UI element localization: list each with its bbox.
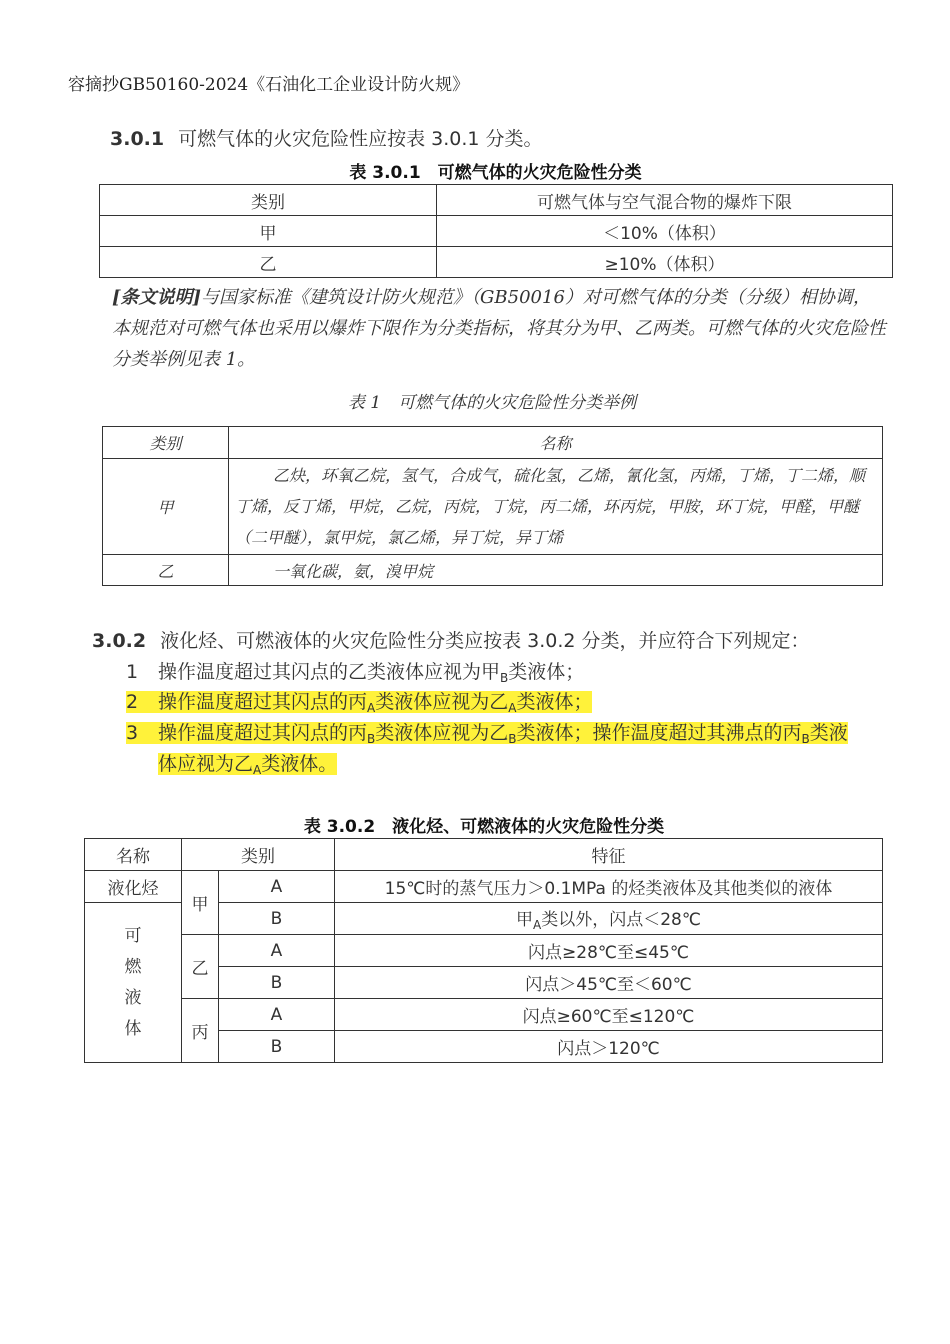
table-cell: 甲 <box>182 871 219 935</box>
table-header-cell: 类别 <box>103 427 229 459</box>
rule-text: 类液体；操作温度超过其沸点的丙 <box>516 722 802 744</box>
table-cell <box>335 903 883 935</box>
section-302-heading <box>92 626 810 653</box>
table-301-caption: 表 3.0.1 可燃气体的火灾危险性分类 <box>349 163 642 183</box>
table-header-cell: 类别 <box>182 839 335 871</box>
table-cell: 一氧化碳，氨，溴甲烷 <box>229 555 883 586</box>
section-301-heading <box>110 124 543 151</box>
table-cell: A <box>219 935 335 967</box>
table-row <box>85 839 883 871</box>
rule-text: 操作温度超过其闪点的丙 <box>158 691 368 713</box>
cell-text: 甲 <box>516 910 534 930</box>
table-cell: 液化烃 <box>85 871 182 903</box>
subscript: A <box>533 918 542 932</box>
table-row <box>103 459 883 555</box>
rule-item-3-continued <box>158 749 337 777</box>
table-cell: 乙炔，环氧乙烷，氢气，合成气，硫化氢，乙烯，氰化氢，丙烯，丁烯，丁二烯，顺丁烯，反丁烯，甲烷，乙烷，丙烷，丁烷，丙二烯，环丙烷，甲胺，环丁烷，甲醛，甲醚（二甲醚），氯甲烷，氯乙烯，异丁烷，异丁烯 <box>229 459 883 555</box>
table-cell <box>85 903 182 1063</box>
section-302-text: 液化烃、可燃液体的火灾危险性分类应按表 3.0.2 分类，并应符合下列规定： <box>160 630 810 652</box>
subscript: A <box>367 701 376 715</box>
explanation-tag: [条文说明] <box>112 287 202 308</box>
subscript: B <box>500 671 509 685</box>
table-cell: 乙 <box>103 555 229 586</box>
rule-number: 2 <box>126 691 158 713</box>
explanation-text: 与国家标准《建筑设计防火规范》（GB50016）对可燃气体的分类（分级）相协调，本规范对可燃气体也采用以爆炸下限作为分类指标，将其分为甲、乙两类。可燃气体的火灾危险性分类举例见表 1。 <box>112 287 886 370</box>
cell-text: 类以外，闪点＜28℃ <box>541 910 701 930</box>
vertical-char: 燃 <box>124 956 142 977</box>
table-header-cell: 名称 <box>229 427 883 459</box>
table-cell: ＜10%（体积） <box>437 216 893 247</box>
subscript: A <box>253 763 262 777</box>
rule-number: 3 <box>126 722 158 744</box>
table-cell: 闪点＞45℃至＜60℃ <box>335 967 883 999</box>
table-header-cell: 名称 <box>85 839 182 871</box>
document-header: 容摘抄GB50160-2024《石油化工企业设计防火规》 <box>68 75 470 95</box>
section-301-number: 3.0.1 <box>110 128 165 150</box>
subscript: A <box>508 701 517 715</box>
subscript: B <box>801 732 810 746</box>
table-301 <box>99 184 893 278</box>
rule-text: 操作温度超过其闪点的丙 <box>158 722 368 744</box>
table-row <box>85 935 883 967</box>
rule-item-2 <box>126 687 592 715</box>
rule-text: 操作温度超过其闪点的乙类液体应视为甲 <box>158 661 501 683</box>
table-cell: A <box>219 871 335 903</box>
table-302-caption: 表 3.0.2 液化烃、可燃液体的火灾危险性分类 <box>303 817 665 837</box>
table-cell: A <box>219 999 335 1031</box>
table-row <box>85 871 883 903</box>
subscript: B <box>508 732 517 746</box>
rule-text: 类液体应视为乙 <box>375 722 509 744</box>
rule-text: 类液体。 <box>261 753 338 775</box>
vertical-char: 体 <box>124 1018 142 1039</box>
rule-text: 体应视为乙 <box>158 753 254 775</box>
table-cell: B <box>219 903 335 935</box>
rule-text: 类液体； <box>516 691 593 713</box>
table-row <box>103 555 883 586</box>
table-row <box>85 999 883 1031</box>
table-row <box>103 427 883 459</box>
table-header-cell: 类别 <box>100 185 437 216</box>
table-1 <box>102 426 883 586</box>
rule-text: 类液体； <box>508 661 585 683</box>
table-cell: 闪点≥28℃至≤45℃ <box>335 935 883 967</box>
table-cell: 丙 <box>182 999 219 1063</box>
table-cell: 乙 <box>182 935 219 999</box>
table-302 <box>84 838 883 1063</box>
table-header-cell: 可燃气体与空气混合物的爆炸下限 <box>437 185 893 216</box>
subscript: B <box>367 732 376 746</box>
table-cell: ≥10%（体积） <box>437 247 893 278</box>
section-302-number: 3.0.2 <box>92 630 147 652</box>
table-1-caption: 表 1 可燃气体的火灾危险性分类举例 <box>347 393 637 413</box>
table-cell: 闪点＞120℃ <box>335 1031 883 1063</box>
table-row <box>100 247 893 278</box>
table-cell: 闪点≥60℃至≤120℃ <box>335 999 883 1031</box>
table-cell: 15℃时的蒸气压力＞0.1MPa 的烃类液体及其他类似的液体 <box>335 871 883 903</box>
vertical-char: 液 <box>124 987 142 1008</box>
rule-text: 类液 <box>809 722 848 744</box>
rule-text: 类液体应视为乙 <box>375 691 509 713</box>
rule-item-1 <box>126 657 584 685</box>
table-cell: 甲 <box>100 216 437 247</box>
rule-item-3 <box>126 718 848 746</box>
table-cell: B <box>219 967 335 999</box>
table-cell: 乙 <box>100 247 437 278</box>
table-row <box>100 216 893 247</box>
table-header-cell: 特征 <box>335 839 883 871</box>
vertical-char: 可 <box>124 925 142 946</box>
table-cell: 甲 <box>103 459 229 555</box>
section-301-text: 可燃气体的火灾危险性应按表 3.0.1 分类。 <box>178 128 543 150</box>
table-cell: B <box>219 1031 335 1063</box>
explanation-paragraph <box>112 282 887 375</box>
table-row <box>100 185 893 216</box>
rule-number: 1 <box>126 661 139 683</box>
